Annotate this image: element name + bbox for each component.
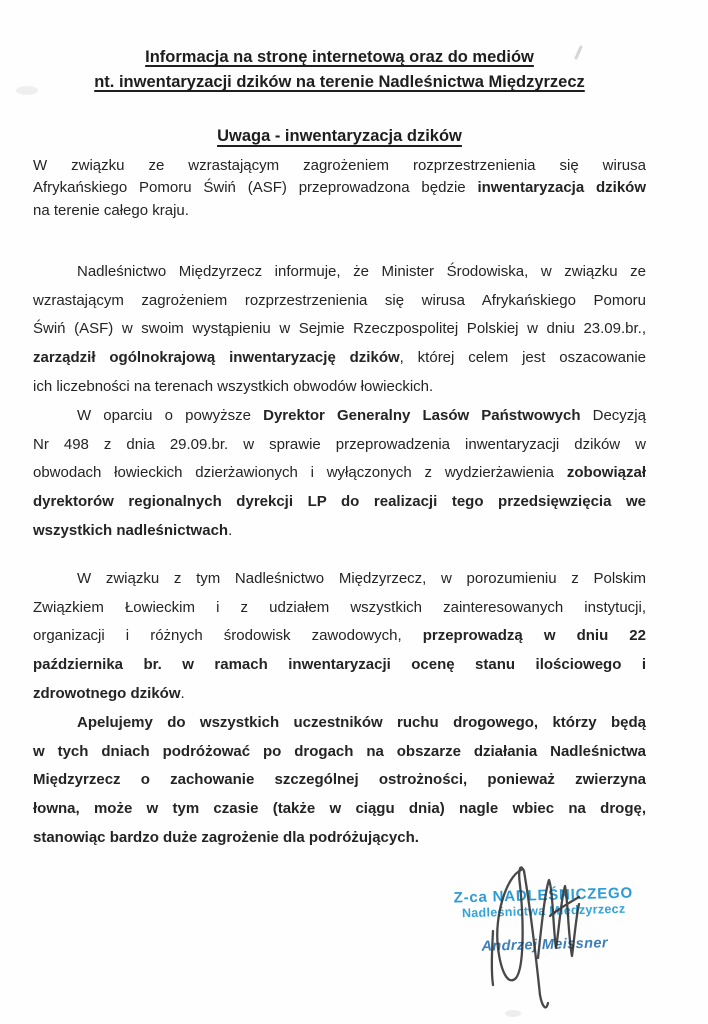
text-line <box>33 402 646 431</box>
stamp-org: Nadleśnictwa Międzyrzecz <box>461 901 626 921</box>
text-line <box>33 431 646 460</box>
text-run: , której celem jest oszacowanie <box>399 349 646 367</box>
document-title-line-2: nt. inwentaryzacji dzików na terenie Nadleśnictwa Międzyrzecz <box>94 73 585 91</box>
text-run: organizacji i różnych środowisk zawodowych, <box>33 627 423 645</box>
bold-text-run: w tych dniach podróżować po drogach na obszarze działania Nadleśnictwa <box>33 742 646 760</box>
text-run: Nr 498 z dnia 29.09.br. w sprawie przeprowadzenia inwentaryzacji dzików w <box>33 435 646 453</box>
text-run: Decyzją <box>580 406 646 424</box>
text-line <box>33 651 646 680</box>
bold-text-run: stanowiąc bardzo duże zagrożenie dla podróżujących. <box>33 829 419 847</box>
text-line <box>33 824 646 853</box>
scan-artifact <box>16 86 38 95</box>
text-line <box>33 766 646 795</box>
signer-name: Andrzej Meissner <box>481 935 609 955</box>
text-run: W związku z tym Nadleśnictwo Międzyrzecz, w porozumieniu z Polskim <box>77 569 646 587</box>
text-run: . <box>180 685 185 703</box>
para-3 <box>33 402 646 546</box>
text-line <box>33 594 646 623</box>
text-run: na terenie całego kraju. <box>33 201 189 219</box>
bold-text-run: października br. w ramach inwentaryzacji ocenę stanu ilościowego i <box>33 656 646 674</box>
text-line <box>33 258 646 287</box>
text-line <box>33 155 646 177</box>
text-line <box>33 344 646 373</box>
text-line <box>33 177 646 199</box>
text-run: Afrykańskiego Pomoru Świń (ASF) przeprowadzona będzie <box>33 179 478 197</box>
text-line <box>33 680 646 709</box>
text-run: Nadleśnictwo Międzyrzecz informuje, że Minister Środowiska, w związku ze <box>77 262 646 280</box>
text-line <box>33 795 646 824</box>
document-title-line-1: Informacja na stronę internetową oraz do mediów <box>145 48 534 66</box>
bold-text-run: wszystkich nadleśnictwach <box>33 522 229 540</box>
bold-text-run: dyrektorów regionalnych dyrekcji LP do realizacji tego przedsięwzięcia we <box>33 493 646 511</box>
bold-text-run: inwentaryzacja dzików <box>477 179 646 197</box>
bold-text-run: Międzyrzecz o zachowanie szczególnej ostrożności, ponieważ zwierzyna <box>33 771 646 789</box>
text-run: W związku ze wzrastającym zagrożeniem rozprzestrzenienia się wirusa <box>33 157 646 174</box>
para-4 <box>33 565 646 709</box>
para-2 <box>33 258 646 402</box>
text-line <box>33 459 646 488</box>
text-run: wzrastającym zagrożeniem rozprzestrzenienia się wirusa Afrykańskiego Pomoru <box>33 291 646 309</box>
text-line <box>33 565 646 594</box>
text-run: Świń (ASF) w swoim wystąpieniu w Sejmie Rzeczpospolitej Polskiej w dniu 23.09.br., <box>33 320 646 338</box>
text-line <box>33 517 646 546</box>
text-line <box>33 315 646 344</box>
para-1 <box>33 155 646 222</box>
text-line <box>33 200 646 222</box>
stamp-title: Z-ca NADLEŚNICZEGO <box>453 884 634 907</box>
bold-text-run: Apelujemy do wszystkich uczestników ruchu drogowego, którzy będą <box>77 713 646 731</box>
paragraphs <box>33 155 646 853</box>
text-line <box>33 738 646 767</box>
text-line <box>33 287 646 316</box>
scan-artifact <box>505 1010 521 1017</box>
text-line <box>33 622 646 651</box>
bold-text-run: zarządził ogólnokrajową inwentaryzację dzików <box>33 349 400 367</box>
signature-block <box>437 885 651 956</box>
document-subtitle-text: Uwaga - inwentaryzacja dzików <box>217 127 462 145</box>
bold-text-run: łowna, może w tym czasie (także w ciągu dnia) nagle wbiec na drogę, <box>33 800 646 818</box>
document-title <box>33 0 646 95</box>
text-line <box>33 373 646 402</box>
text-run: Związkiem Łowieckim i z udziałem wszystkich zainteresowanych instytucji, <box>33 598 646 616</box>
text-run: obwodach łowieckich dzierżawionych i wyłączonych z wydzierżawienia <box>33 464 567 482</box>
bold-text-run: przeprowadzą w dniu 22 <box>422 627 646 645</box>
text-line <box>33 488 646 517</box>
bold-text-run: zdrowotnego dzików <box>33 685 181 703</box>
bold-text-run: zobowiązał <box>566 464 646 482</box>
text-run: . <box>228 522 233 540</box>
para-5 <box>33 709 646 853</box>
text-run: W oparciu o powyższe <box>77 406 264 424</box>
text-run: ich liczebności na terenach wszystkich obwodów łowieckich. <box>33 378 434 396</box>
bold-text-run: Dyrektor Generalny Lasów Państwowych <box>263 406 581 424</box>
document-subtitle <box>33 128 646 145</box>
text-line <box>33 709 646 738</box>
